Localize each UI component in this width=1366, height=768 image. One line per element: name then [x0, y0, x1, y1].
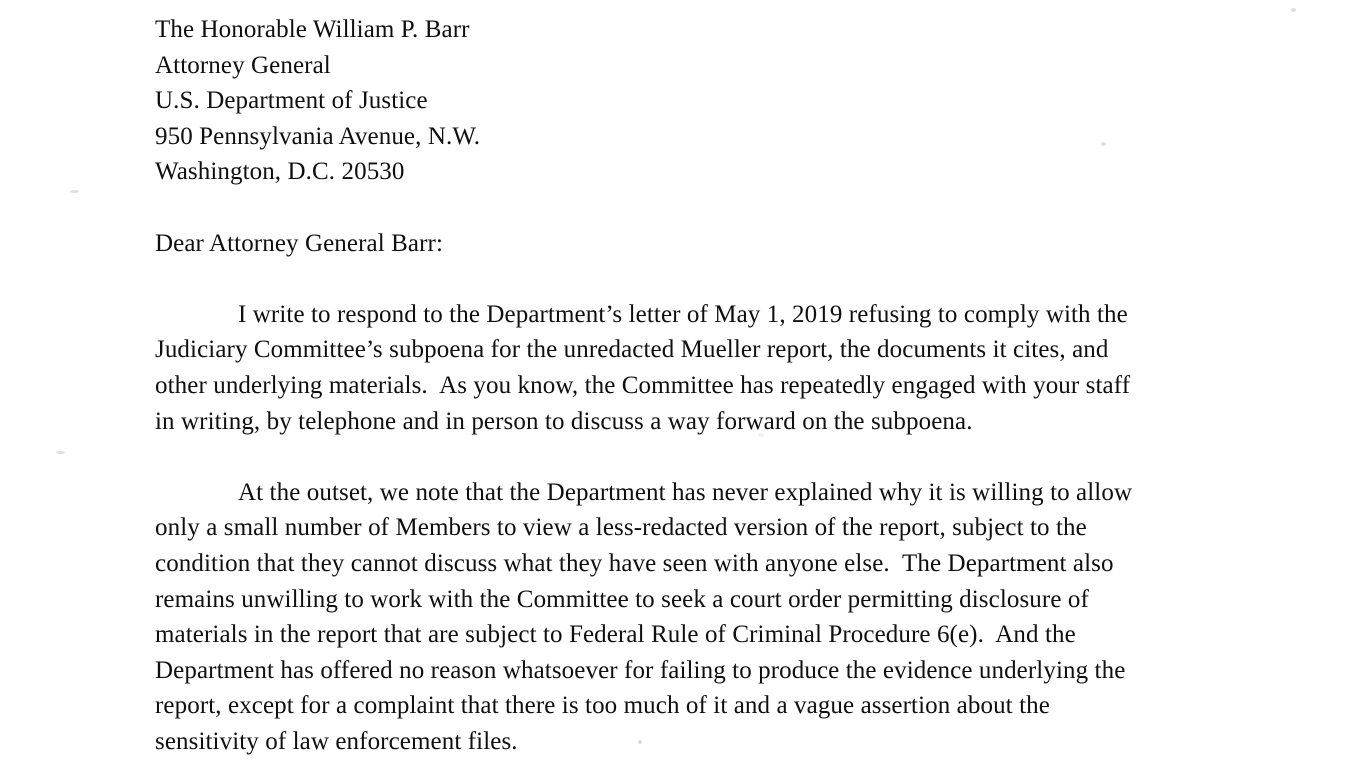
paragraph-line: remains unwilling to work with the Committee to seek a court order permitting disclosure of — [155, 585, 1089, 613]
paragraph-line: condition that they cannot discuss what they have seen with anyone else. The Department also — [155, 549, 1114, 577]
salutation: Dear Attorney General Barr: — [155, 229, 443, 257]
scan-artifact — [70, 190, 79, 193]
address-line: The Honorable William P. Barr — [155, 16, 470, 43]
paragraph-line: only a small number of Members to view a less-redacted version of the report, subject to the — [155, 514, 1087, 542]
paragraph-line: other underlying materials. As you know, the Committee has repeatedly engaged with your staff — [155, 371, 1131, 399]
recipient-address-block — [155, 12, 1230, 190]
address-line: Washington, D.C. 20530 — [155, 158, 405, 186]
paragraph-line: report, except for a complaint that there is too much of it and a vague assertion about the — [155, 692, 1050, 720]
paragraph-line: in writing, by telephone and in person to discuss a way forward on the subpoena. — [155, 407, 973, 435]
address-line: 950 Pennsylvania Avenue, N.W. — [155, 122, 481, 150]
paragraph-line: materials in the report that are subject to Federal Rule of Criminal Procedure 6(e). And the — [155, 621, 1076, 649]
paragraph-line: sensitivity of law enforcement files. — [155, 727, 518, 755]
paragraph-line: Judiciary Committee’s subpoena for the unredacted Mueller report, the documents it cites, and — [155, 336, 1109, 364]
paragraph-line: Department has offered no reason whatsoever for failing to produce the evidence underlying the — [155, 656, 1126, 684]
scan-artifact — [56, 451, 65, 454]
paragraph-line: At the outset, we note that the Department has never explained why it is willing to allow — [238, 478, 1133, 506]
paragraph-line: I write to respond to the Department’s letter of May 1, 2019 refusing to comply with the — [238, 300, 1128, 328]
paragraph — [155, 475, 1230, 760]
paragraph — [155, 297, 1230, 439]
letter-body — [155, 12, 1230, 759]
scan-artifact — [1291, 8, 1296, 12]
address-line: U.S. Department of Justice — [155, 87, 428, 115]
address-line: Attorney General — [155, 51, 331, 79]
